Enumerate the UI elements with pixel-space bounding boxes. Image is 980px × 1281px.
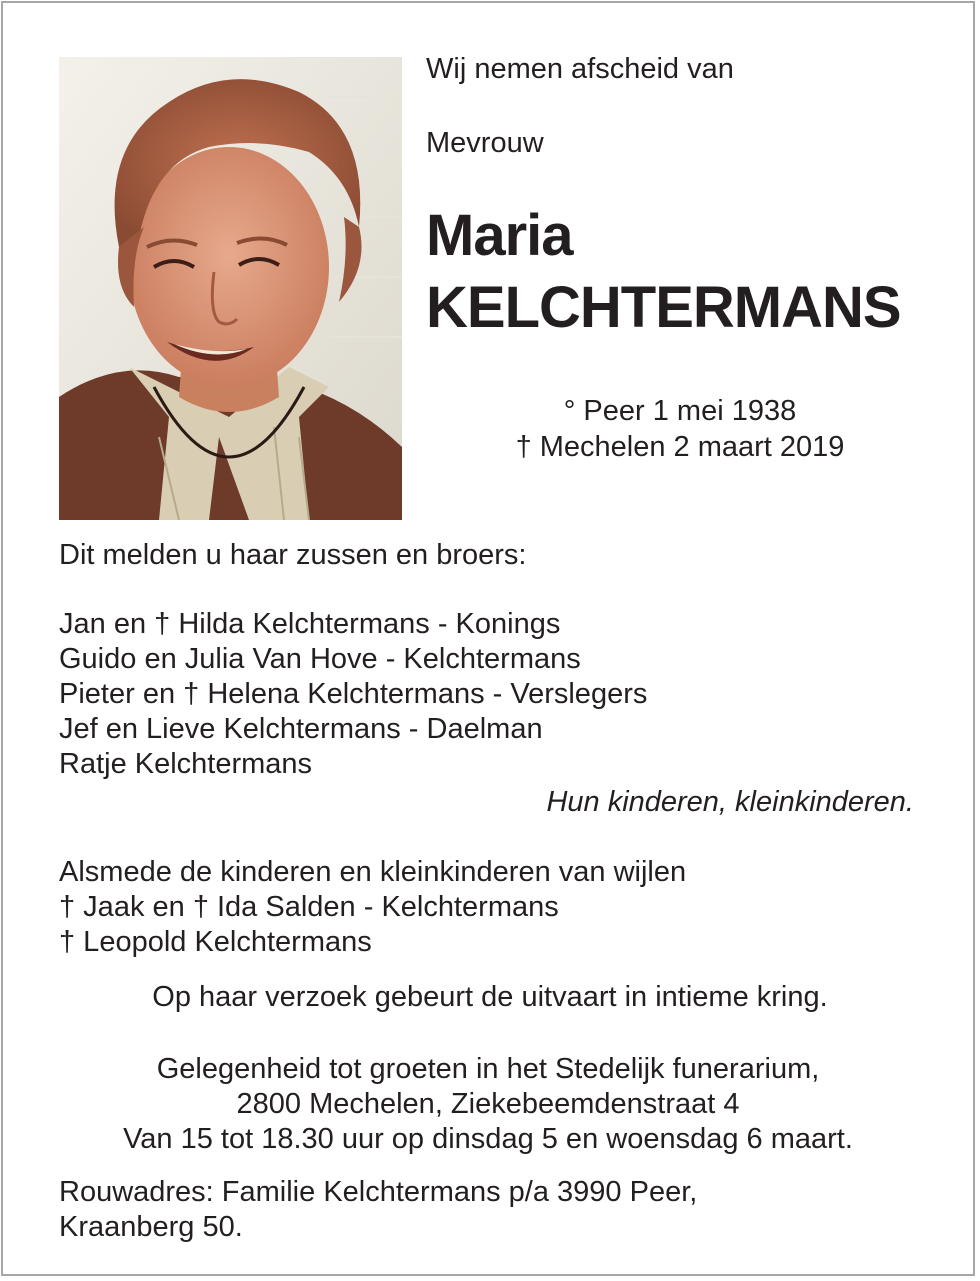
visitation-info [0,1052,976,1157]
first-name: Maria [426,203,573,268]
also-family-list [59,855,686,960]
visit-line: 2800 Mechelen, Ziekebeemdenstraat 4 [236,1088,740,1120]
visit-line: Gelegenheid tot groeten in het Stedelijk funerarium, [156,1053,820,1085]
family-member: Guido en Julia Van Hove - Kelchtermans [59,643,581,675]
last-name: KELCHTERMANS [426,275,901,340]
family-member: Jan en † Hilda Kelchtermans - Konings [59,608,561,640]
family-member: Pieter en † Helena Kelchtermans - Verslegers [59,678,648,710]
family-member: Jef en Lieve Kelchtermans - Daelman [59,713,543,745]
address-line: Rouwadres: Familie Kelchtermans p/a 3990 Peer, [59,1176,698,1208]
address-line: Kraanberg 50. [59,1211,243,1243]
birth-line: ° Peer 1 mei 1938 [563,395,797,427]
intro-text: Wij nemen afscheid van [426,53,734,85]
funeral-request: Op haar verzoek gebeurt de uitvaart in intieme kring. [152,981,828,1013]
death-line: † Mechelen 2 maart 2019 [515,431,845,463]
life-dates [470,393,890,465]
also-line: † Jaak en † Ida Salden - Kelchtermans [59,891,559,923]
honorific: Mevrouw [426,127,544,159]
portrait-photo [59,57,402,520]
family-member: Ratje Kelchtermans [59,748,313,780]
also-line: † Leopold Kelchtermans [59,926,372,958]
visit-line: Van 15 tot 18.30 uur op dinsdag 5 en woensdag 6 maart. [123,1123,853,1155]
family-list [59,607,647,782]
announcement-text: Dit melden u haar zussen en broers: [59,539,527,571]
grandchildren-text: Hun kinderen, kleinkinderen. [546,786,914,818]
mourning-address [59,1175,697,1245]
also-line: Alsmede de kinderen en kleinkinderen van wijlen [59,856,687,888]
deceased-name [426,200,901,344]
